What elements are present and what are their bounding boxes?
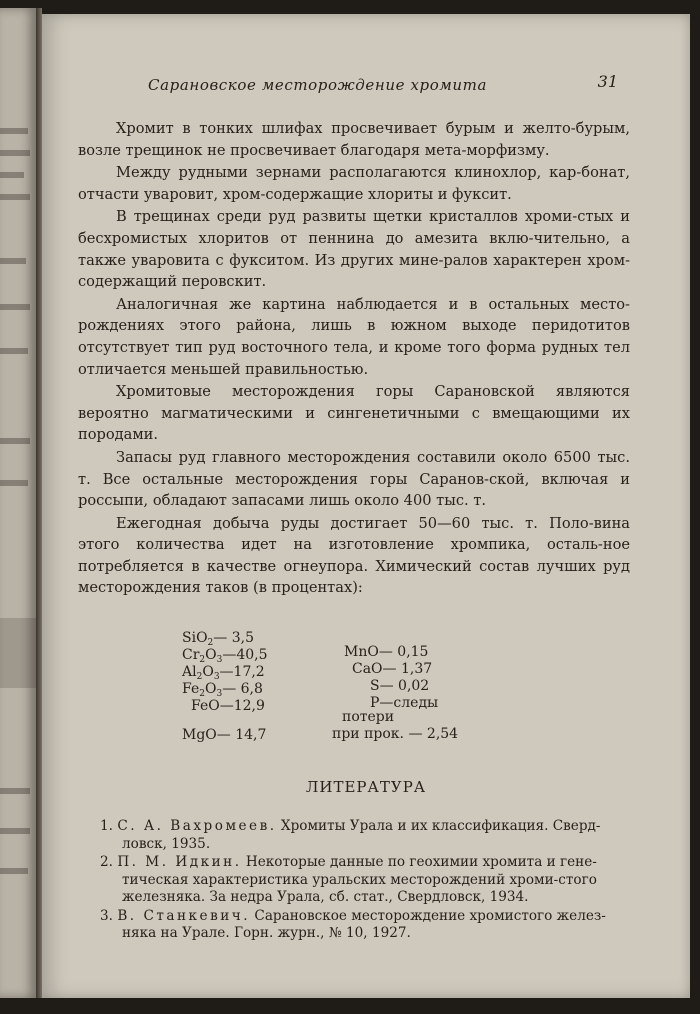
loss-label: потери <box>342 709 395 725</box>
paragraph: Запасы руд главного месторождения составили около 6500 тыс. т. Все остальные месторождения горы Саранов-ской, включая и россыпи, обладают запасами лишь около 400 тыс. т. <box>78 448 630 510</box>
composition-p: P—следы <box>370 695 439 711</box>
chemical-composition <box>120 630 520 750</box>
facing-page-edge <box>0 8 36 998</box>
paragraph: Хромитовые месторождения горы Сарановской являются вероятно магматическими и сингенетичными с вмещающими их породами. <box>78 383 630 444</box>
running-header <box>148 72 618 98</box>
body-text <box>78 118 630 599</box>
composition-feo: FeO—12,9 <box>191 698 265 714</box>
composition-mgo: MgO— 14,7 <box>182 727 267 743</box>
composition-left-column <box>182 630 322 715</box>
composition-mno: MnO— 0,15 <box>344 644 429 660</box>
loss-value: 2,54 <box>426 726 459 742</box>
facing-page-text-fragment <box>0 194 30 200</box>
facing-page-text-fragment <box>0 788 30 794</box>
composition-cao: CaO— 1,37 <box>352 661 433 677</box>
paragraph: Ежегодная добыча руды достигает 50—60 тыс. т. Поло-вина этого количества идет на изготовление хромпика, осталь-ное потребляется в качестве огнеупора. Химический состав лучших руд месторождения таков (в процентах): <box>78 514 630 597</box>
reference-author: В. Станкевич. <box>117 907 251 924</box>
facing-page-text-fragment <box>0 348 28 354</box>
reference-text: Сарановское месторождение хромистого желез-няка на Урале. Горн. журн., № 10, 1927. <box>122 907 606 941</box>
paragraph: Хромит в тонких шлифах просвечивает бурым и желто-бурым, возле трещинок не просвечивает благодаря мета-морфизму. <box>78 120 630 159</box>
facing-page-text-fragment <box>0 172 24 178</box>
facing-page-text-fragment <box>0 828 30 834</box>
page-number: 31 <box>597 72 618 91</box>
loss-row: при прок. — 2,54 <box>332 726 459 742</box>
paragraph: В трещинах среди руд развиты щетки кристаллов хроми-стых и бесхромистых хлоритов от пеннина до амезита вклю-чительно, а также уваровита с фукситом. Из других мине-ралов характерен хром-содержащий перовскит. <box>78 208 630 291</box>
facing-page-text-fragment <box>0 128 28 134</box>
facing-page-text-fragment <box>0 258 26 264</box>
composition-loss <box>302 709 522 743</box>
literature-heading: ЛИТЕРАТУРА <box>305 778 427 796</box>
composition-sio2: SiO$_2$— 3,5 <box>182 630 254 648</box>
reference-text: Хромиты Урала и их классификация. Сверд-ловск, 1935. <box>122 818 601 852</box>
reference-list <box>100 818 620 944</box>
facing-page-text-fragment <box>0 480 28 486</box>
composition-cr2o3: $Cr_2O_3—40,5$ <box>182 647 268 665</box>
facing-page-table-fragment <box>0 618 36 688</box>
facing-page-text-fragment <box>0 868 28 874</box>
composition-s: S— 0,02 <box>370 678 430 694</box>
reference-item: 3. В. Станкевич. Сарановское месторождение хромистого желез-няка на Урале. Горн. журн., № 10, 1927. <box>100 907 606 941</box>
composition-fe2o3: $Fe_2O_3—$ 6,8 <box>182 681 263 699</box>
paragraph: Между рудными зернами располагаются клинохлор, кар-бонат, отчасти уваровит, хром-содержащие хлориты и фуксит. <box>78 164 630 203</box>
reference-item: 1. С. А. Вахромеев. Хромиты Урала и их классификация. Сверд-ловск, 1935. <box>100 818 601 852</box>
facing-page-text-fragment <box>0 438 30 444</box>
facing-page-text-fragment <box>0 304 30 310</box>
reference-text: Некоторые данные по геохимии хромита и гене-тическая характеристика уральских месторождений хроми-стого железняка. За недра Урала, сб. стат., Свердловск, 1934. <box>122 854 597 905</box>
facing-page-text-fragment <box>0 150 30 156</box>
reference-author: С. А. Вахромеев. <box>117 818 277 834</box>
composition-al2o3: $Al_2O_3—17,2$ <box>182 664 265 682</box>
paragraph: Аналогичная же картина наблюдается и в остальных место-рождениях этого района, лишь в южном выходе перидотитов отсутствует тип руд восточного тела, и кроме того форма рудных тел отличается меньшей правильностью. <box>78 295 630 378</box>
composition-right-column <box>344 644 544 712</box>
running-title: Сарановское месторождение хромита <box>148 76 488 94</box>
reference-author: П. М. Идкин. <box>117 854 242 870</box>
reference-item: 2. П. М. Идкин. Некоторые данные по геохимии хромита и гене-тическая характеристика уральских месторождений хроми-стого железняка. За недра Урала, сб. стат., Свердловск, 1934. <box>100 854 597 905</box>
